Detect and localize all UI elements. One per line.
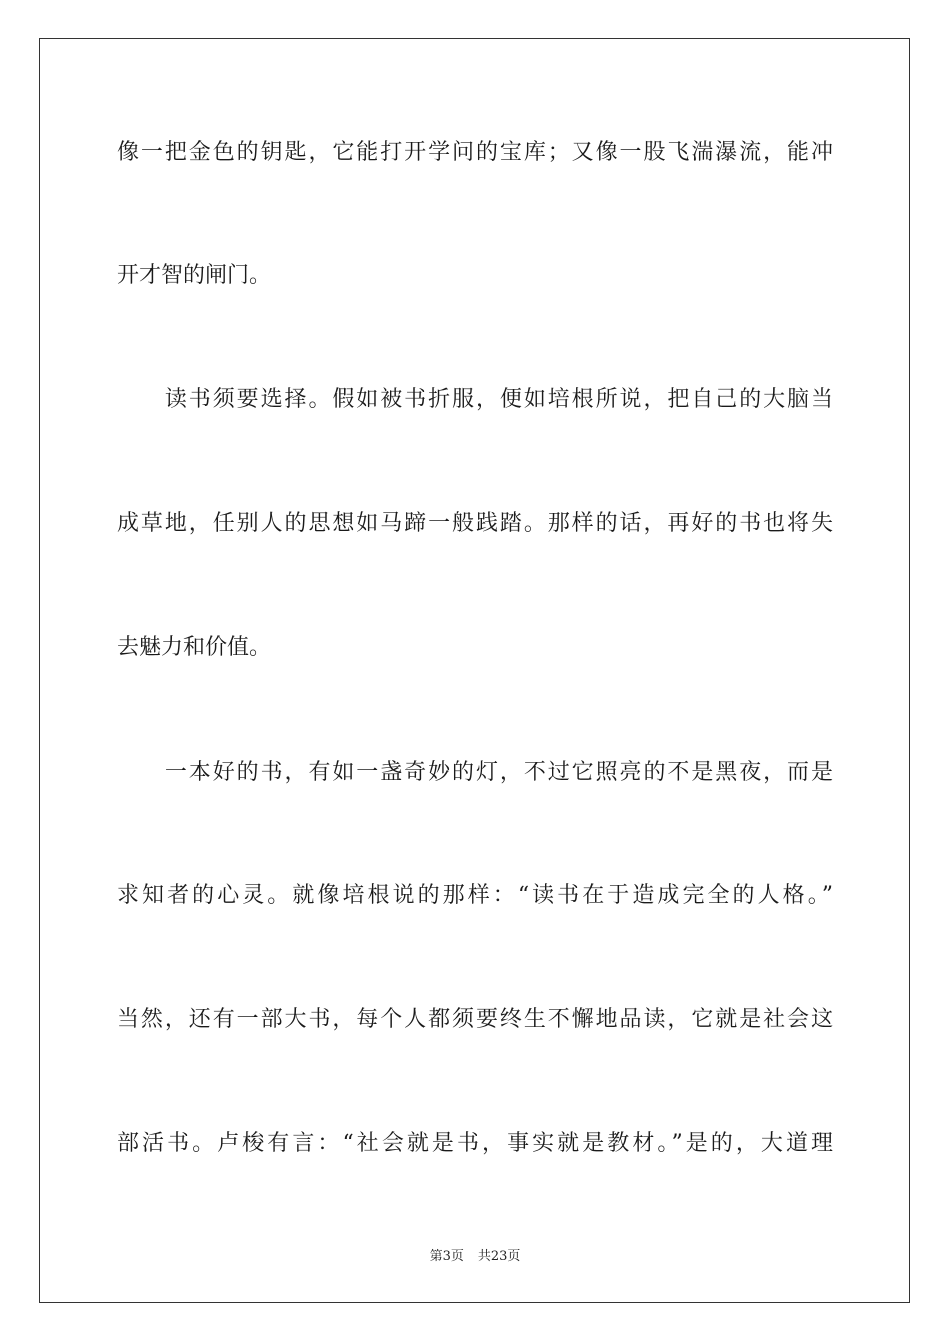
text-line-6: 一本好的书，有如一盏奇妙的灯，不过它照亮的不是黑夜，而是 — [117, 760, 833, 785]
text-line-5: 去魅力和价值。 — [117, 635, 272, 660]
page-border — [39, 38, 910, 1303]
text-line-2: 开才智的闸门。 — [117, 263, 272, 288]
text-line-1: 像一把金色的钥匙，它能打开学问的宝库；又像一股飞湍瀑流，能冲 — [117, 140, 833, 165]
page-number: 第3页 — [429, 1249, 464, 1264]
text-line-4: 成草地，任别人的思想如马蹄一般践踏。那样的话，再好的书也将失 — [117, 511, 833, 536]
text-line-9: 部活书。卢梭有言：“社会就是书，事实就是教材。”是的，大道理 — [117, 1131, 833, 1156]
page-footer — [0, 1248, 950, 1266]
page-total: 共23页 — [477, 1249, 521, 1264]
text-line-3: 读书须要选择。假如被书折服，便如培根所说，把自己的大脑当 — [117, 387, 833, 412]
text-line-8: 当然，还有一部大书，每个人都须要终生不懈地品读，它就是社会这 — [117, 1007, 833, 1032]
text-line-7: 求知者的心灵。就像培根说的那样：“读书在于造成完全的人格。” — [117, 883, 833, 908]
